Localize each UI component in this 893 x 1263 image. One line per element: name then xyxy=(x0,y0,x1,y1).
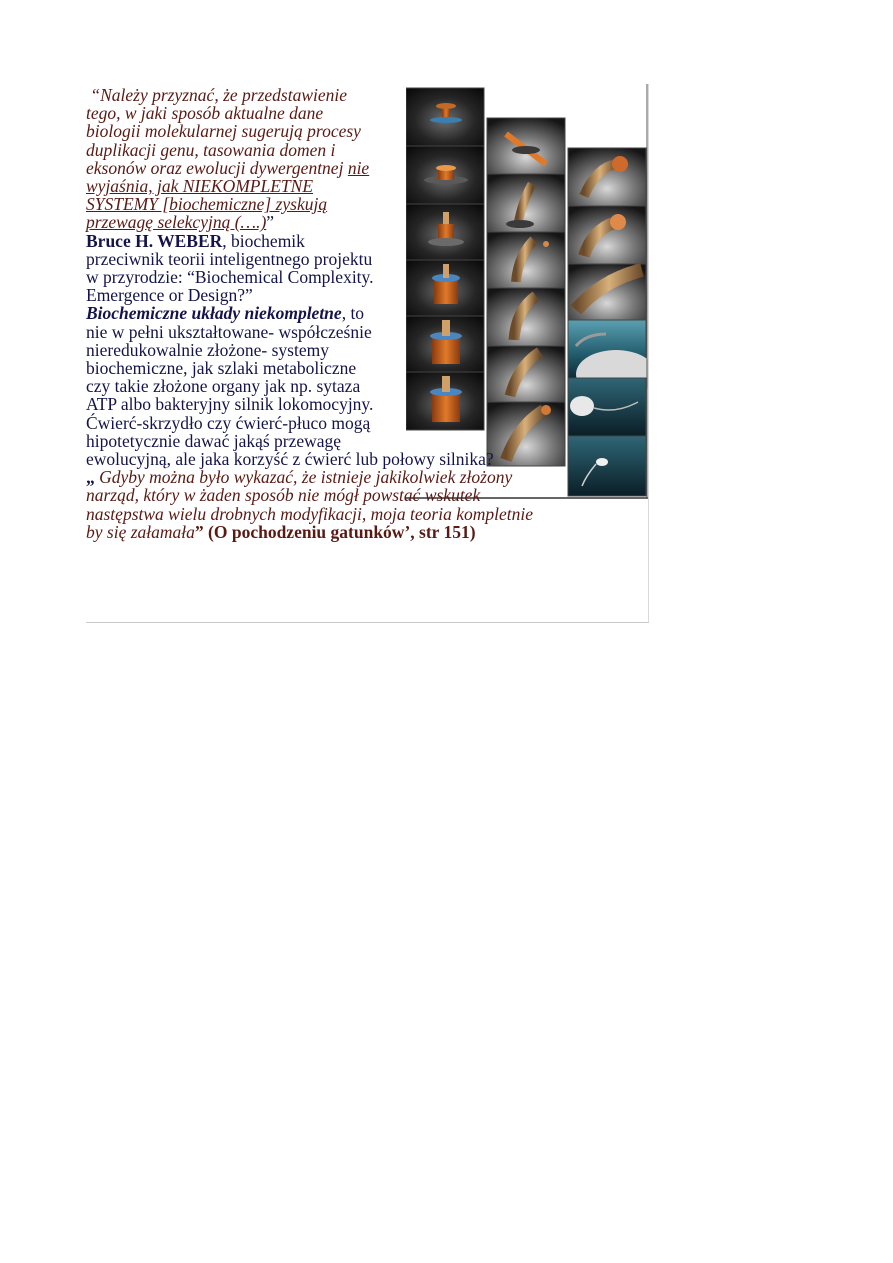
quote-line: tego, w jaki sposób aktualne dane xyxy=(86,103,324,124)
slide xyxy=(86,84,649,623)
body-line: nie w pełni ukształtowane- współcześnie xyxy=(86,321,372,342)
quote-line: przewagę selekcyjną (….)” xyxy=(86,212,275,233)
darwin-quote-line: narząd, który w żaden sposób nie mógł powstać wskutek xyxy=(86,485,481,506)
body-line: czy takie złożone organy jak np. sytaza xyxy=(86,376,361,397)
quote-line: wyjaśnia, jak NIEKOMPLETNE xyxy=(86,176,314,197)
author-name: Bruce H. WEBER xyxy=(86,230,223,251)
author-line: Bruce H. WEBER, biochemik xyxy=(86,230,305,251)
author-line: przeciwnik teorii inteligentnego projektu xyxy=(86,248,373,269)
quote-line: SYSTEMY [biochemiczne] zyskują xyxy=(86,194,328,215)
body-line: ewolucyjną, ale jaka korzyść z ćwierć lub połowy silnika? xyxy=(86,449,494,470)
quote-line: eksonów oraz ewolucji dywergentnej nie xyxy=(86,157,370,178)
body-line: ATP albo bakteryjny silnik lokomocyjny. xyxy=(86,394,374,415)
quote-line: duplikacji genu, tasowania domen i xyxy=(86,139,336,160)
darwin-quote-line: by się załamała” (O pochodzeniu gatunków’, str 151) xyxy=(86,521,476,542)
quote-line: biologii molekularnej sugerują procesy xyxy=(86,121,361,142)
body-line: Ćwierć-skrzydło czy ćwierć-płuco mogą xyxy=(86,412,371,433)
term: Biochemiczne układy niekompletne xyxy=(86,303,342,324)
darwin-source: ” (O pochodzeniu gatunków’, str 151) xyxy=(194,521,476,542)
slide-text xyxy=(86,86,646,541)
quote-line: “Należy przyznać, że przedstawienie xyxy=(90,85,348,105)
author-line: w przyrodzie: “Biochemical Complexity. xyxy=(86,267,374,288)
darwin-quote-line: następstwa wielu drobnych modyfikacji, moja teoria kompletnie xyxy=(86,503,533,524)
body-line: hipotetycznie dawać jakąś przewagę xyxy=(86,430,342,451)
body-line: biochemiczne, jak szlaki metaboliczne xyxy=(86,358,357,379)
body-line: Biochemiczne układy niekompletne, to xyxy=(86,303,365,324)
body-line: nieredukowalnie złożone- systemy xyxy=(86,339,329,360)
author-line: Emergence or Design?” xyxy=(86,285,253,306)
darwin-quote-line: „ Gdyby można było wykazać, że istnieje jakikolwiek złożony xyxy=(86,467,513,488)
